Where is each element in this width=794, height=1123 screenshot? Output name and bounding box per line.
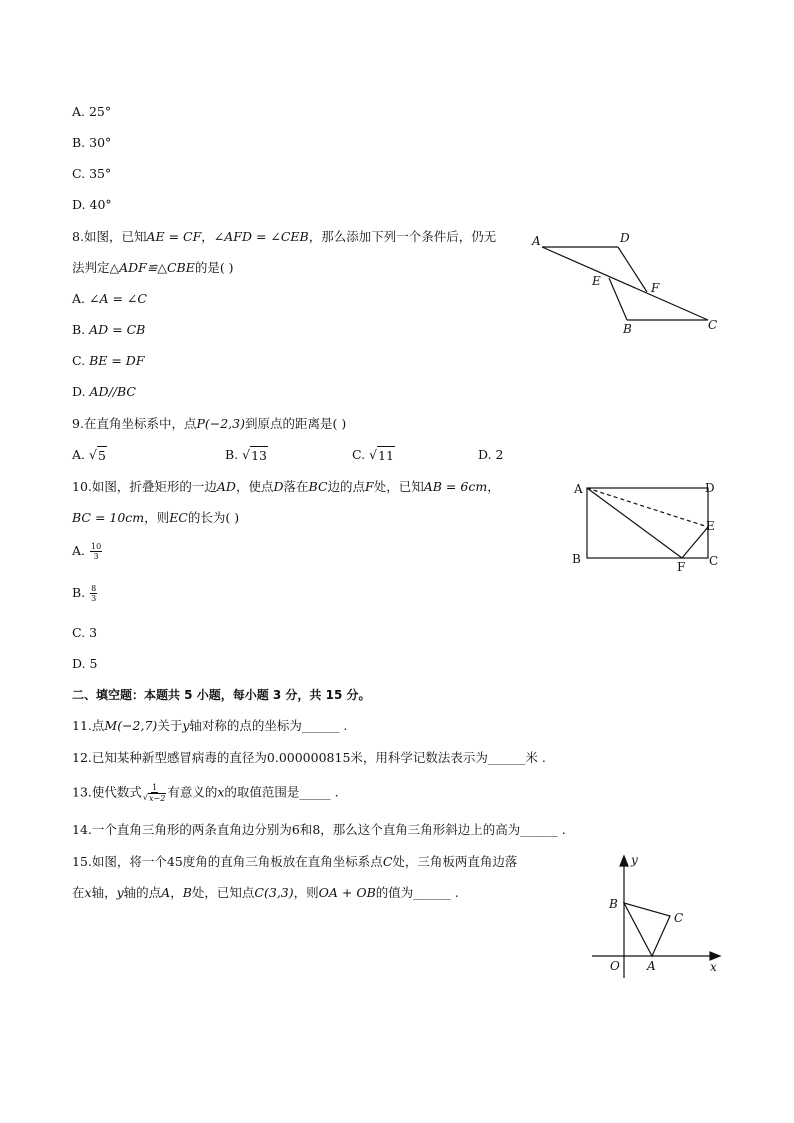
- q10-label-a: A: [574, 482, 583, 496]
- q15-label-y: y: [631, 853, 638, 867]
- q8-label-c: C: [708, 318, 718, 332]
- q9-option-b: B. √ 13: [225, 447, 268, 463]
- q8-figure: [530, 230, 730, 340]
- q12-stem: 12.已知某种新型感冒病毒的直径为0.000000815米，用科学记数法表示为______米 .: [72, 750, 546, 765]
- q8-stem-line1: 8.如图，已知AE = CF，∠AFD = ∠CEB，那么添加下列一个条件后，仍无: [72, 229, 497, 244]
- q10-option-a: A. $\frac{10}{3}$: [72, 542, 102, 561]
- q8-stem-line2: 法判定△ADF≌△CBE的是( ): [72, 260, 234, 275]
- q15-label-b: B: [609, 897, 618, 911]
- q15-label-c: C: [674, 911, 684, 925]
- q15-label-x: x: [710, 960, 717, 974]
- q15-stem-line1: 15.如图，将一个45度角的直角三角板放在直角坐标系点C处，三角板两直角边落: [72, 854, 518, 869]
- q8-label-f: F: [651, 281, 660, 295]
- q10-label-b: B: [572, 552, 581, 566]
- q10-label-d: D: [705, 481, 715, 495]
- q10-stem-line1: 10.如图，折叠矩形的一边AD，使点D落在BC边的点F处，已知AB = 6cm，: [72, 479, 500, 494]
- q10-stem-line2: BC = 10cm，则EC的长为( ): [72, 510, 240, 525]
- q15-label-a: A: [647, 959, 656, 973]
- q8-label-b: B: [623, 322, 632, 336]
- q10-label-e: E: [706, 519, 715, 533]
- q9-option-c: C. √ 11: [352, 447, 394, 463]
- q10-figure: [568, 478, 728, 578]
- q7-option-a: A. 25°: [72, 104, 112, 119]
- q7-option-d: D. 40°: [72, 197, 112, 212]
- q8-option-b: B. AD = CB: [72, 322, 146, 337]
- q9-option-d: D. 2: [478, 447, 504, 462]
- q8-label-e: E: [592, 274, 601, 288]
- q10-label-f: F: [677, 560, 686, 574]
- q15-label-o: O: [610, 959, 620, 973]
- q8-label-a: A: [532, 234, 541, 248]
- q15-figure: [590, 850, 730, 980]
- q8-label-d: D: [620, 231, 630, 245]
- q7-option-c: C. 35°: [72, 166, 112, 181]
- q9-option-a: A. √ 5: [72, 447, 106, 463]
- q10-option-d: D. 5: [72, 656, 98, 671]
- q15-stem-line2: 在x轴，y轴的点A，B处，已知点C(3,3)，则OA + OB的值为______ .: [72, 885, 459, 900]
- q7-option-b: B. 30°: [72, 135, 112, 150]
- q9-stem: 9.在直角坐标系中，点P(−2,3)到原点的距离是( ): [72, 416, 347, 431]
- q11-stem: 11.点M(−2,7)关于y轴对称的点的坐标为______ .: [72, 718, 348, 733]
- q10-option-b: B. $\frac{8}{3}$: [72, 584, 97, 603]
- q10-label-c: C: [709, 554, 719, 568]
- q13-stem: 13.使代数式 1 √ x−2 有意义的x的取值范围是_____ .: [72, 783, 339, 803]
- q8-option-a: A. ∠A = ∠C: [72, 291, 147, 306]
- q8-option-d: D. AD//BC: [72, 384, 136, 399]
- q14-stem: 14.一个直角三角形的两条直角边分别为6和8，那么这个直角三角形斜边上的高为______ .: [72, 822, 566, 837]
- q8-option-c: C. BE = DF: [72, 353, 145, 368]
- section-fill-in-title: 二、填空题：本题共 5 小题，每小题 3 分，共 15 分。: [72, 688, 371, 702]
- q10-option-c: C. 3: [72, 625, 98, 640]
